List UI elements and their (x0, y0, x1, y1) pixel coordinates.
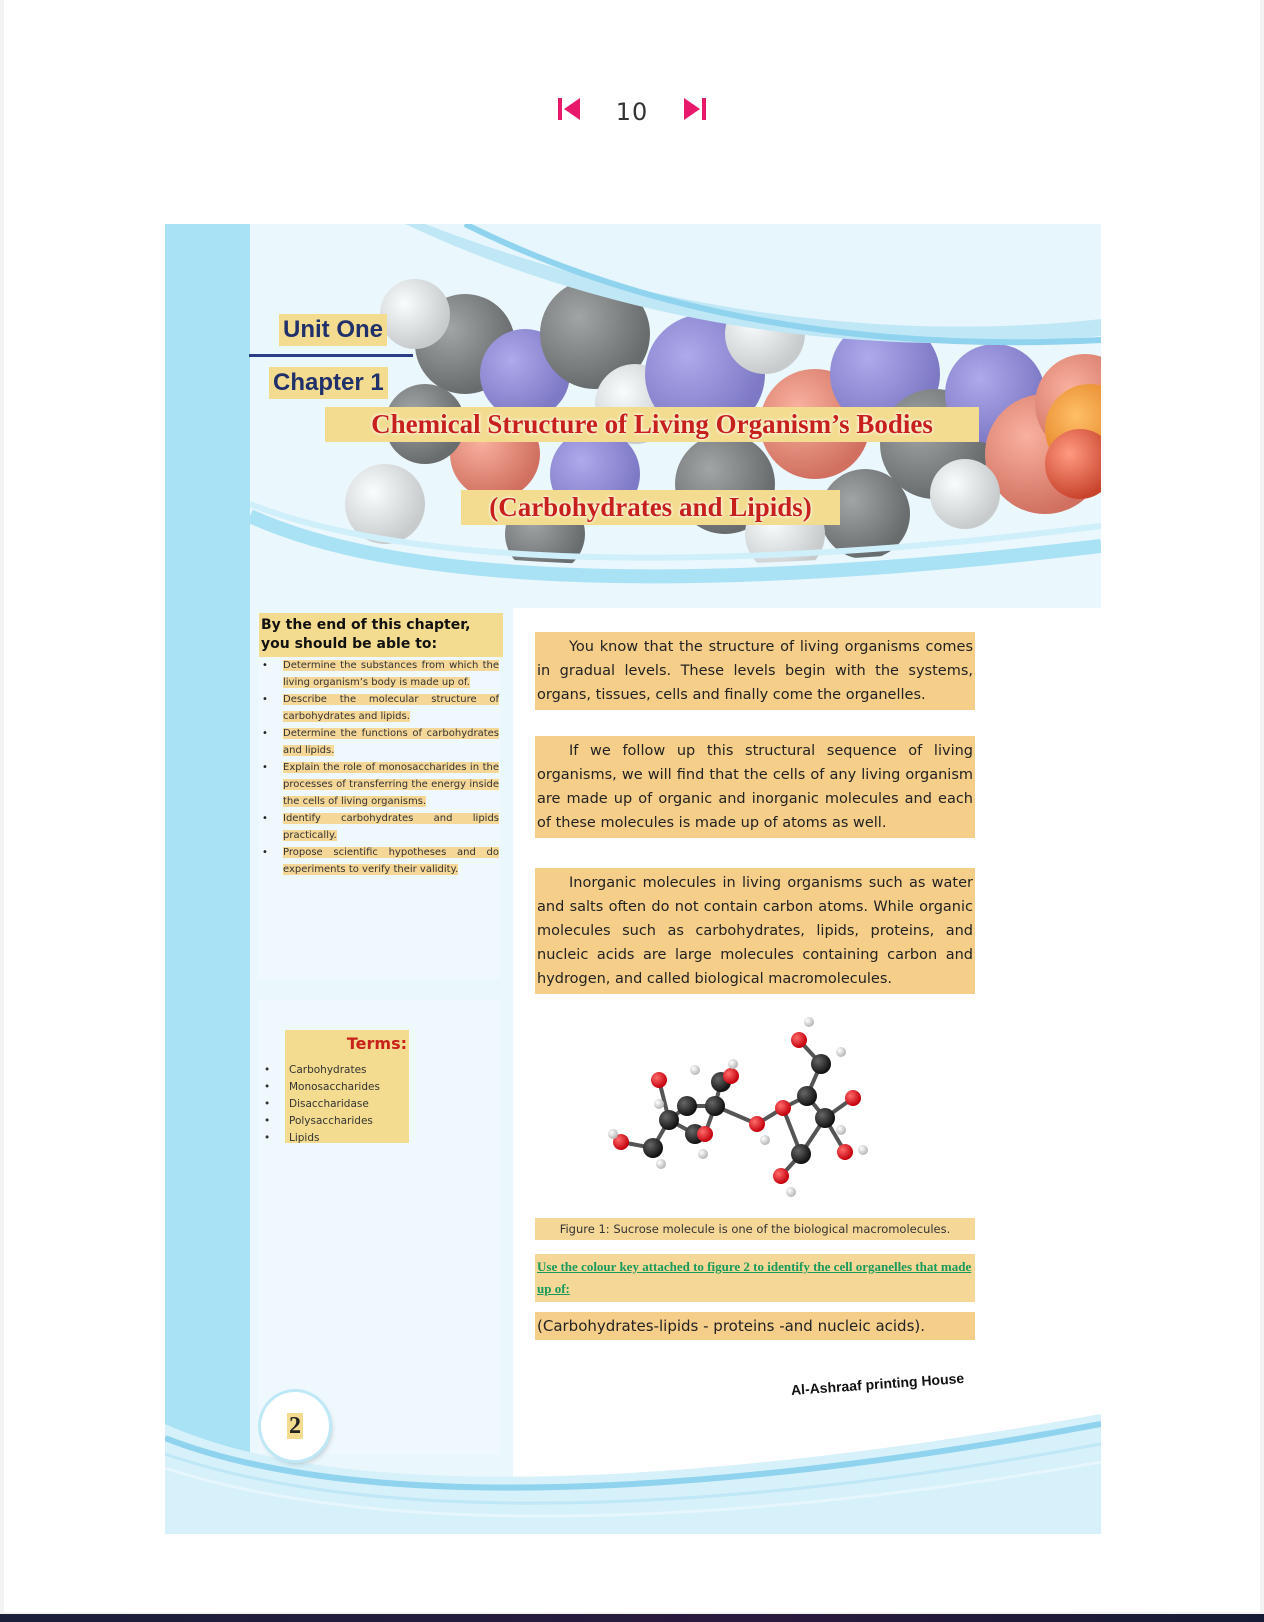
page-navigator (0, 96, 1264, 132)
paragraph-3: Inorganic molecules in living organisms such as water and salts often do not contain carbon atoms. While organic molecules such as carbohydrates, lipids, proteins, and nucleic acids are large molecules containing carbon and hydrogen, and called biological macromolecules. (535, 868, 975, 994)
chapter-title: Chemical Structure of Living Organism’s Bodies (325, 407, 979, 442)
left-sidebar-band (165, 224, 250, 1534)
skip-to-first-icon[interactable] (557, 96, 581, 127)
activity-list: (Carbohydrates-lipids - proteins -and nucleic acids). (535, 1312, 975, 1340)
term-item: • Polysaccharides (264, 1115, 373, 1127)
term-item: • Disaccharidase (264, 1098, 369, 1110)
terms-heading: Terms: (346, 1034, 407, 1053)
objectives-heading: By the end of this chapter, you should be able to: (259, 613, 503, 657)
objective-item: • Determine the functions of carbohydrates and lipids. (262, 728, 499, 756)
textbook-page (165, 224, 1101, 1534)
paragraph-1: You know that the structure of living organisms comes in gradual levels. These levels begin with the systems, organs, tissues, cells and finally come the organelles. (535, 632, 975, 710)
paragraph-2: If we follow up this structural sequence of living organisms, we will find that the cells of any living organism are made up of organic and inorganic molecules and each of these molecules is made up of atoms as well. (535, 736, 975, 838)
page-number: 10 (615, 97, 649, 126)
objective-item: • Explain the role of monosaccharides in the processes of transferring the energy inside the cells of living organisms. (262, 762, 499, 807)
unit-underline (249, 354, 413, 357)
publisher-credit: Al-Ashraaf printing House (790, 1369, 965, 1398)
figure-caption: Figure 1: Sucrose molecule is one of the biological macromolecules. (535, 1218, 975, 1240)
term-item: • Carbohydrates (264, 1064, 367, 1076)
page-number-badge: 2 (261, 1392, 329, 1460)
objective-item: • Propose scientific hypotheses and do experiments to verify their validity. (262, 847, 499, 875)
chapter-label: Chapter 1 (269, 367, 388, 399)
unit-label: Unit One (279, 314, 387, 346)
skip-to-last-icon[interactable] (683, 96, 707, 127)
term-item: • Lipids (264, 1132, 320, 1144)
objectives-list (259, 657, 499, 878)
sucrose-molecule-image (605, 1010, 905, 1200)
objective-item: • Determine the substances from which the living organism’s body is made up of. (262, 660, 499, 688)
terms-list (261, 1062, 380, 1147)
objective-item: • Describe the molecular structure of carbohydrates and lipids. (262, 694, 499, 722)
term-item: • Monosaccharides (264, 1081, 380, 1093)
objective-item: • Identify carbohydrates and lipids practically. (262, 813, 499, 841)
activity-instruction: Use the colour key attached to figure 2 to identify the cell organelles that made up of: (535, 1254, 975, 1302)
bottom-bar (0, 1614, 1264, 1622)
chapter-subtitle: (Carbohydrates and Lipids) (461, 490, 840, 525)
